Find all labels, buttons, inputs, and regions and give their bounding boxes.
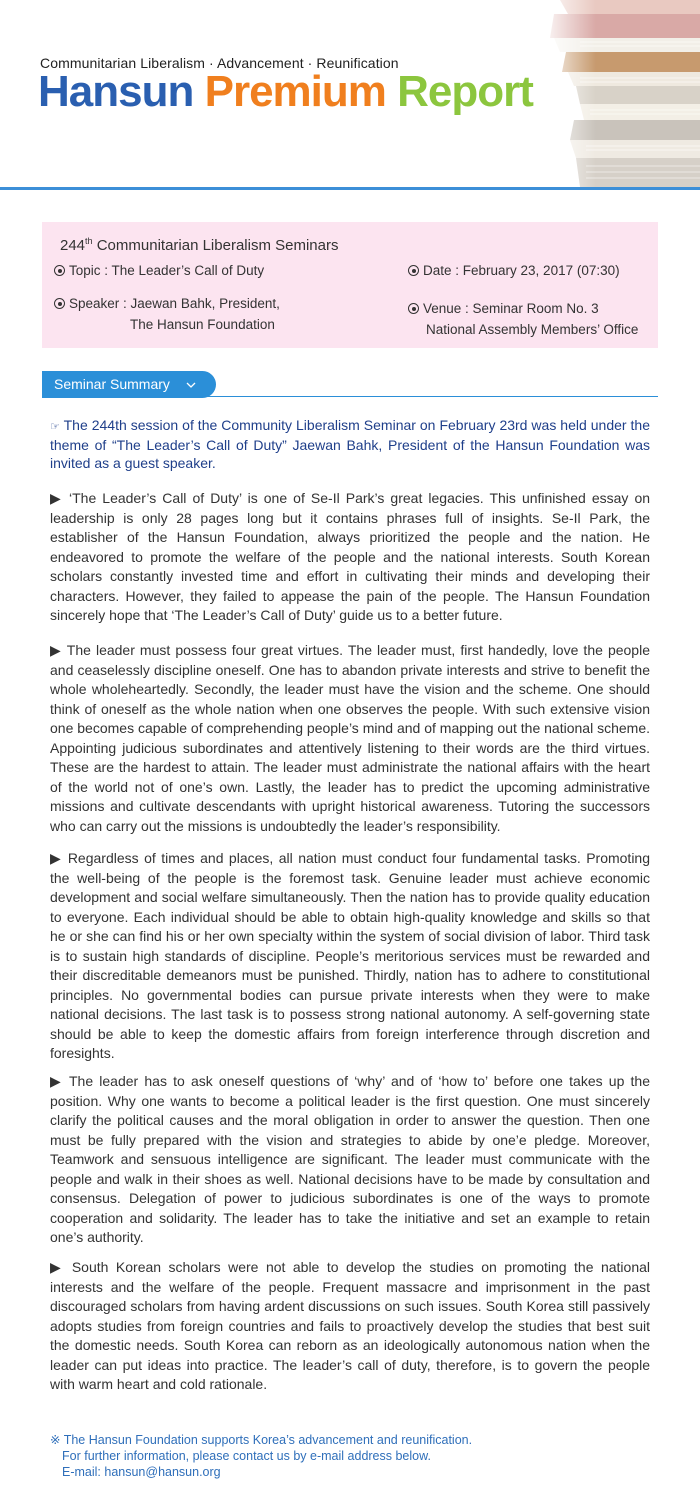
intro-text: The 244th session of the Community Liberalism Seminar on February 23rd was held under the theme of “The Leader’s Call of Duty” Jaewan Bahk, President of the Hansun Foundation was invited as a guest speaker.: [50, 417, 650, 471]
triangle-bullet-icon: ▶: [50, 850, 63, 866]
radio-bullet-icon: [54, 298, 65, 309]
book-stack-illustration: [540, 0, 700, 190]
summary-tab-label: Seminar Summary: [54, 376, 170, 392]
paragraph-text: Regardless of times and places, all nation must conduct four fundamental tasks. Promoting the well-being of the people is the foremost task. Genuine leader must achieve economic development and social welfare simultaneously. Then the nation has to provide quality education to everyone. Each individual should be able to obtain high-quality knowledge and skills so that he or she can find his or her own specialty within the system of social division of labor. Third task is to sustain high standards of discipline. People’s meritorious services must be rewarded and their discreditable demeanors must be punished. Thirdly, nation has to adhere to constitutional principles. No governmental bodies can pursue private interests when they were to make national decisions. The last task is to possess strong national autonomy. A self-governing state should be able to keep the domestic affairs from foreign interference through discretion and foresights.: [50, 850, 651, 1061]
summary-paragraph: [50, 1258, 650, 1395]
venue-detail: National Assembly Members’ Office: [426, 322, 639, 337]
seminar-info-box: [42, 222, 658, 348]
triangle-bullet-icon: ▶: [50, 490, 63, 506]
date-text: Date : February 23, 2017 (07:30): [423, 263, 620, 278]
triangle-bullet-icon: ▶: [50, 642, 62, 658]
triangle-bullet-icon: ▶: [50, 1259, 65, 1275]
seminar-series-title: [60, 236, 338, 254]
summary-paragraph: [50, 849, 650, 1064]
speaker-text: Speaker : Jaewan Bahk, President,: [69, 296, 280, 311]
header-divider: [0, 187, 700, 190]
seminar-venue: [408, 301, 599, 316]
topic-text: Topic : The Leader’s Call of Duty: [69, 263, 265, 278]
radio-bullet-icon: [408, 303, 419, 314]
footer-note: ※ The Hansun Foundation supports Korea’s advancement and reunification.: [50, 1433, 473, 1447]
pointing-hand-icon: ☞: [50, 421, 60, 433]
venue-text: Venue : Seminar Room No. 3: [423, 301, 599, 316]
paragraph-text: South Korean scholars were not able to develop the studies on promoting the national interests and the welfare of the people. Frequent massacre and imprisonment in the past discouraged scholars from having ardent discussions on such issues. South Korea still passively adopts studies from foreign countries and fails to proactively develop the studies that best suit the domestic needs. South Korea can reborn as an ideologically autonomous nation when the leader can put ideas into practice. The leader’s call of duty, therefore, is to govern the people with warm heart and cold rationale.: [50, 1259, 650, 1392]
summary-intro: [50, 416, 650, 472]
footer-email-link[interactable]: E-mail: hansun@hansun.org: [62, 1465, 221, 1479]
seminar-summary-tab[interactable]: [42, 371, 216, 398]
chevron-down-icon: [186, 382, 196, 389]
speaker-organization: The Hansun Foundation: [130, 317, 275, 332]
header-tagline: Communitarian Liberalism · Advancement · Reunification: [40, 55, 399, 71]
summary-paragraph: [50, 1072, 650, 1248]
radio-bullet-icon: [408, 265, 419, 276]
seminar-date: [408, 263, 620, 278]
series-title-text: Communitarian Liberalism Seminars: [96, 237, 339, 254]
series-suffix: th: [85, 236, 93, 246]
logo-word-report: Report: [397, 67, 533, 116]
report-footer: [50, 1432, 650, 1480]
summary-divider: [42, 396, 658, 397]
radio-bullet-icon: [54, 265, 65, 276]
report-header: [0, 0, 700, 190]
logo-word-hansun: Hansun: [38, 67, 194, 116]
seminar-speaker: [54, 296, 280, 311]
summary-paragraph: [50, 641, 650, 836]
seminar-topic: [54, 263, 264, 278]
paragraph-text: The leader has to ask oneself questions of ‘why’ and of ‘how to’ before one takes up the position. Why one wants to become a political leader is the first question. One must sincerely clarify the political causes and the moral obligation in order to answer the question. Then one must be fully prepared with the vision and strategies to abide by one’e pledge. Moreover, Teamwork and sensuous intelligence are significant. The leader must communicate with the people and walk in their shoes as well. National decisions have to be made by consultation and consensus. Delegation of power to judicious subordinates is one of the ways to promote cooperation and solidarity. The leader has to take the initiative and set an example to retain one’s authority.: [50, 1073, 650, 1245]
report-logo: [38, 67, 533, 116]
summary-paragraph: [50, 489, 650, 626]
paragraph-text: The leader must possess four great virtues. The leader must, first handedly, love the people and ceaselessly discipline oneself. One has to abandon private interests and strive to benefit the whole wholeheartedly. Secondly, the leader must have the vision and the scheme. One should think of oneself as the whole nation when one observes the people. With such extensive vision one becomes capable of comprehending people’s mind and of mapping out the national scheme. Appointing judicious subordinates and attentively listening to their words are the third virtues. These are the hardest to attain. The leader must administrate the national affairs with the heart of the world not of one’s own. Lastly, the leader has to predict the upcoming administrative missions and cultivate descendants with upright historical awareness. Tutoring the successors who can carry out the missions is undoubtedly the leader’s responsibility.: [50, 642, 650, 834]
series-number: 244: [60, 237, 86, 254]
logo-word-premium: Premium: [204, 67, 386, 116]
footer-contact-note: For further information, please contact us by e-mail address below.: [62, 1449, 431, 1463]
paragraph-text: ‘The Leader’s Call of Duty’ is one of Se-Il Park’s great legacies. This unfinished essay on leadership is only 28 pages long but it contains phrases full of insights. Se-Il Park, the establisher of the Hansun Foundation, always prioritized the people and the nation. He endeavored to promote the welfare of the people and the national interests. South Korean scholars constantly invested time and effort in cultivating their minds and developing their characters. However, they failed to appease the pain of the people. The Hansun Foundation sincerely hope that ‘The Leader’s Call of Duty’ guide us to a better future.: [50, 490, 651, 623]
triangle-bullet-icon: ▶: [50, 1073, 64, 1089]
